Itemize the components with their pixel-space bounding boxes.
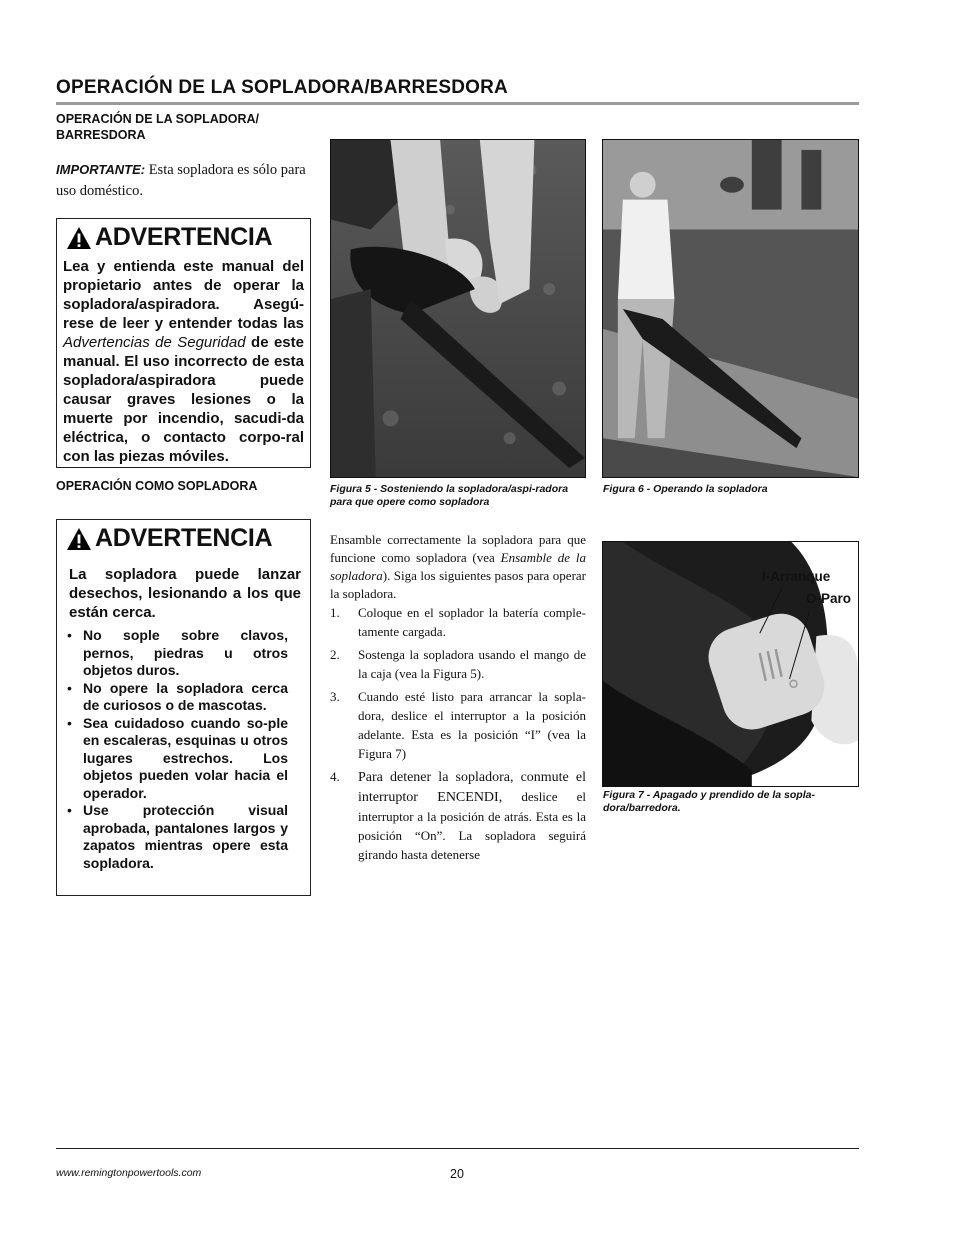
list-item: • Use protección visual aprobada, pantalones largos y zapatos mientras opere esta sopladora. [83, 802, 288, 872]
fig7-label-start: I-Arranque [762, 569, 831, 584]
step-number: 4. [330, 769, 340, 784]
step-text-large: Para detener la sopladora, conmute el interruptor ENCENDI, [358, 770, 586, 805]
section-heading-line1: OPERACIÓN DE LA SOPLADORA/ [56, 112, 260, 126]
intro-italic: Ensamble de la sopladora [330, 550, 586, 583]
warning-triangle-icon [66, 527, 92, 551]
list-item: • Sea cuidadoso cuando so-ple en escaleras, esquinas u otros lugares estrechos. Los objetos pueden volar hacia el operador. [83, 715, 288, 803]
intro-part1: Ensamble correctamente la sopladora para que funcione como sopladora (vea [330, 532, 586, 565]
warning-triangle-icon [66, 226, 92, 250]
figure-7-caption: Figura 7 - Apagado y prendido de la sopla-dora/barredora. [603, 789, 815, 814]
warning-box-debris [56, 519, 311, 896]
warning-text-italic: Advertencias de Seguridad [63, 334, 246, 351]
section-heading [56, 111, 326, 143]
important-label: IMPORTANTE: [56, 162, 146, 177]
important-text: Esta sopladora es sólo para uso doméstico. [56, 162, 306, 199]
warning-list [83, 627, 288, 872]
section-heading-line2: BARRESDORA [56, 128, 146, 142]
fig7-label-stop: O-Paro [806, 591, 852, 606]
list-item [330, 767, 586, 864]
sub-heading-blower-operation: OPERACIÓN COMO SOPLADORA [56, 479, 258, 493]
intro-part2: ). Siga los siguientes pasos para operar la sopladora. [330, 568, 586, 601]
warning-text-part2: de este manual. El uso incorrecto de esta sopladora/aspiradora puede causar graves lesiones o la muerte por incendio, sacudi-da eléctrica, o contacto corpo-ral con las piezas móviles. [63, 334, 304, 465]
instruction-steps [330, 603, 586, 868]
warning-box-manual [56, 218, 311, 468]
step-text: Sostenga la sopladora usando el mango de la caja (vea la Figura 5). [358, 647, 586, 681]
figure-5-caption: Figura 5 - Sosteniendo la sopladora/aspi-radora para que opere como sopladora [330, 483, 569, 508]
list-item [330, 603, 586, 641]
list-item [330, 687, 586, 763]
list-item: • No opere la sopladora cerca de curiosos o de mascotas. [83, 680, 288, 715]
title-divider [56, 102, 859, 105]
warning-text [63, 257, 304, 466]
step-number: 3. [330, 689, 340, 704]
list-item [330, 645, 586, 683]
step-number: 2. [330, 647, 340, 662]
step-text: Cuando esté listo para arrancar la sopla-dora, deslice el interruptor a la posición adelante. Esta es la posición “I” (vea la Figura 7) [358, 689, 586, 761]
important-note [56, 159, 318, 202]
page-number: 20 [450, 1167, 464, 1181]
figure-6-photo [602, 139, 859, 478]
warning-intro: La sopladora puede lanzar desechos, lesionando a los que están cerca. [69, 566, 301, 621]
list-item: • No sople sobre clavos, pernos, piedras u otros objetos duros. [83, 627, 288, 680]
warning-header [57, 219, 310, 253]
warning-text-part1: Lea y entienda este manual del propietario antes de operar la sopladora/aspiradora. Asegú-rese de leer y entender todas las [63, 258, 304, 332]
footer-divider [56, 1148, 859, 1149]
warning-title: ADVERTENCIA [95, 524, 273, 552]
step-text: Coloque en el soplador la batería comple-tamente cargada. [358, 605, 586, 639]
step-number: 1. [330, 605, 340, 620]
instructions-intro [330, 531, 586, 603]
figure-6-caption: Figura 6 - Operando la sopladora [603, 483, 768, 495]
step-text: deslice el interruptor a la posición de atrás. Esta es la posición “On”. La sopladora seguirá girando hasta detenerse [358, 789, 586, 862]
footer-url: www.remingtonpowertools.com [56, 1167, 202, 1179]
figure-5-photo [330, 139, 586, 478]
warning-title: ADVERTENCIA [95, 223, 273, 251]
warning-header [57, 520, 310, 554]
page-title: OPERACIÓN DE LA SOPLADORA/BARRESDORA [56, 77, 508, 98]
